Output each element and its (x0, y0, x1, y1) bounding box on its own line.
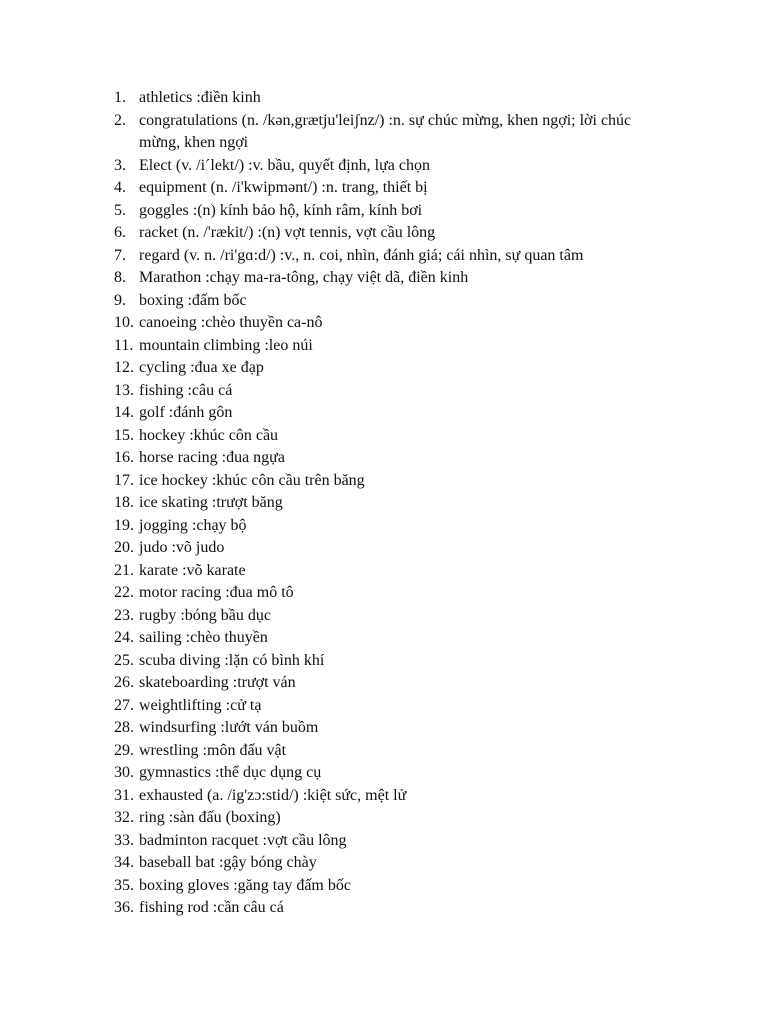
item-number: 7. (114, 246, 126, 264)
item-number: 35. (114, 876, 134, 894)
list-item (114, 582, 674, 605)
vocab-entry: exhausted (a. /ig'zɔ:stid/) :kiệt sức, mệt lử (139, 786, 407, 804)
item-number: 1. (114, 89, 126, 106)
list-item (114, 380, 674, 403)
item-number: 8. (114, 269, 126, 286)
vocab-entry: scuba diving :lặn có bình khí (139, 651, 325, 669)
vocab-entry: equipment (n. /i'kwipmənt/) :n. trang, thiết bị (139, 179, 428, 196)
item-number: 10. (114, 314, 134, 331)
list-item (114, 537, 674, 560)
item-number: 9. (114, 291, 126, 309)
list-item (114, 245, 674, 268)
vocab-entry: ice skating :trượt băng (139, 494, 283, 511)
list-item (114, 155, 674, 178)
item-number: 13. (114, 381, 134, 399)
vocab-entry: ring :sàn đấu (boxing) (139, 809, 281, 826)
item-number: 3. (114, 156, 126, 174)
vocab-entry: Elect (v. /i´lekt/) :v. bầu, quyết định, lựa chọn (139, 156, 430, 174)
list-item (114, 740, 674, 763)
item-number: 16. (114, 449, 134, 466)
item-number: 11. (114, 336, 134, 354)
vocab-entry: hockey :khúc côn cầu (139, 426, 279, 444)
item-number: 25. (114, 651, 134, 669)
list-item (114, 515, 674, 538)
item-number: 27. (114, 696, 134, 714)
item-number: 32. (114, 809, 134, 826)
item-number: 24. (114, 629, 134, 646)
item-number: 20. (114, 539, 134, 556)
list-item (114, 807, 674, 830)
vocab-entry: karate :võ karate (139, 561, 246, 579)
list-item (114, 335, 674, 358)
vocab-entry: weightlifting :cử tạ (139, 696, 262, 714)
vocab-entry: baseball bat :gậy bóng chày (139, 854, 317, 871)
list-item (114, 897, 674, 920)
item-number: 23. (114, 606, 134, 624)
vocab-entry: ice hockey :khúc côn cầu trên băng (139, 471, 365, 489)
item-number: 36. (114, 899, 134, 916)
vocab-entry: badminton racquet :vợt cầu lông (139, 831, 347, 849)
list-item (114, 87, 674, 110)
item-number: 19. (114, 516, 134, 534)
list-item (114, 695, 674, 718)
list-item (114, 222, 674, 245)
list-item (114, 110, 674, 155)
list-item (114, 627, 674, 650)
item-number: 2. (114, 111, 126, 129)
item-number: 14. (114, 404, 134, 421)
list-item (114, 785, 674, 808)
list-item (114, 672, 674, 695)
list-item (114, 875, 674, 898)
vocab-entry: wrestling :môn đấu vật (139, 741, 287, 759)
vocab-entry: athletics :điền kinh (139, 89, 261, 106)
item-number: 30. (114, 764, 134, 781)
vocab-entry: goggles :(n) kính bảo hộ, kính râm, kính bơi (139, 201, 423, 219)
item-number: 34. (114, 854, 134, 871)
vocab-entry: rugby :bóng bầu dục (139, 606, 271, 624)
vocab-entry: boxing :đấm bốc (139, 291, 247, 309)
item-number: 33. (114, 831, 134, 849)
list-item (114, 830, 674, 853)
list-item (114, 357, 674, 380)
item-number: 12. (114, 359, 134, 376)
list-item (114, 762, 674, 785)
vocab-entry: Marathon :chạy ma-ra-tông, chạy việt dã, điền kinh (139, 269, 469, 286)
list-item (114, 492, 674, 515)
vocab-entry: gymnastics :thể dục dụng cụ (139, 764, 322, 781)
item-number: 28. (114, 719, 134, 736)
item-number: 26. (114, 674, 134, 691)
vocab-entry: cycling :đua xe đạp (139, 359, 264, 376)
list-item (114, 402, 674, 425)
vocabulary-list (114, 87, 674, 920)
vocab-entry: skateboarding :trượt ván (139, 674, 296, 691)
list-item (114, 605, 674, 628)
item-number: 4. (114, 179, 126, 196)
list-item (114, 447, 674, 470)
list-item (114, 425, 674, 448)
list-item (114, 200, 674, 223)
vocab-entry: fishing :câu cá (139, 381, 233, 399)
item-number: 15. (114, 426, 134, 444)
list-item (114, 177, 674, 200)
list-item (114, 470, 674, 493)
vocab-entry: fishing rod :cần câu cá (139, 899, 284, 916)
vocab-entry: windsurfing :lướt ván buồm (139, 719, 319, 736)
item-number: 18. (114, 494, 134, 511)
item-number: 29. (114, 741, 134, 759)
vocab-entry: mountain climbing :leo núi (139, 336, 313, 354)
item-number: 21. (114, 561, 134, 579)
item-number: 31. (114, 786, 134, 804)
vocab-entry: horse racing :đua ngựa (139, 449, 285, 466)
vocab-entry: judo :võ judo (139, 539, 225, 556)
vocab-entry: motor racing :đua mô tô (139, 584, 294, 601)
vocab-entry: congratulations (n. /kən,grætju'leiʃnz/) :n. sự chúc mừng, khen ngợi; lời chúc mừng, khen ngợi (139, 111, 632, 151)
vocab-entry: racket (n. /'rækit/) :(n) vợt tennis, vợt cầu lông (139, 224, 436, 241)
list-item (114, 717, 674, 740)
vocab-entry: golf :đánh gôn (139, 404, 233, 421)
list-item (114, 290, 674, 313)
list-item (114, 852, 674, 875)
item-number: 17. (114, 471, 134, 489)
list-item (114, 560, 674, 583)
vocab-entry: boxing gloves :găng tay đấm bốc (139, 876, 351, 894)
list-item (114, 267, 674, 290)
list-item (114, 650, 674, 673)
item-number: 6. (114, 224, 126, 241)
list-item (114, 312, 674, 335)
vocab-entry: regard (v. n. /ri'gɑ:d/) :v., n. coi, nhìn, đánh giá; cái nhìn, sự quan tâm (139, 246, 584, 264)
vocab-entry: jogging :chạy bộ (139, 516, 247, 534)
item-number: 5. (114, 201, 126, 219)
item-number: 22. (114, 584, 134, 601)
vocab-entry: canoeing :chèo thuyền ca-nô (139, 314, 323, 331)
vocab-entry: sailing :chèo thuyền (139, 629, 268, 646)
